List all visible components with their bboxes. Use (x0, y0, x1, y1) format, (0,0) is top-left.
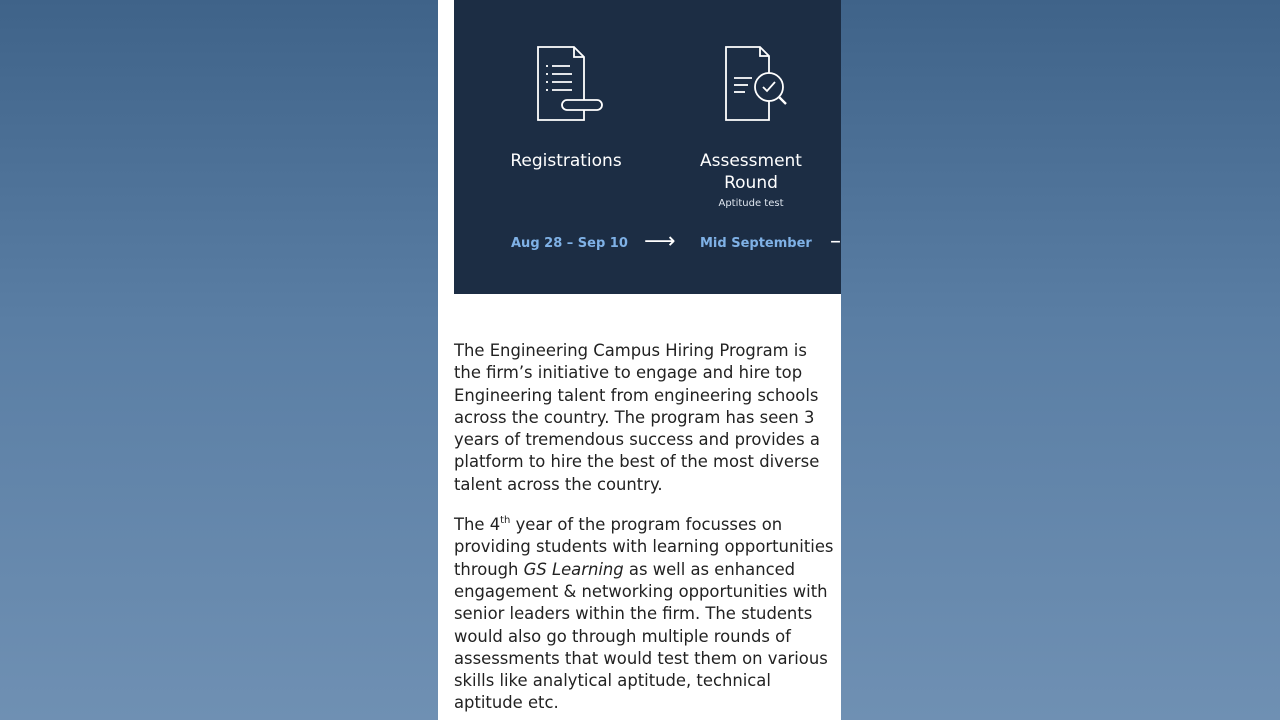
article-paragraph: The Engineering Campus Hiring Program is the firm’s initiative to engage and hire top Engineering talent from engineering schools across the country. The program has seen 3 years of tremendous success and provides a platform to hire the best of the most diverse talent across the country. (454, 341, 820, 494)
timeline-step-registrations (491, 0, 641, 172)
arrow-right-icon: ⟶ (644, 229, 676, 254)
arrow-right-icon: – (830, 229, 841, 254)
article-body (454, 340, 836, 720)
hiring-timeline-banner (454, 0, 841, 294)
assessment-date: Mid September (700, 236, 812, 251)
article-paragraph (454, 514, 836, 715)
registrations-date: Aug 28 – Sep 10 (511, 236, 628, 251)
para-text: as well as enhanced engagement & networking opportunities with senior leaders within the firm. The students would also go through multiple rounds of assessments that would test them on various skills like analytical aptitude, technical aptitude etc. (454, 559, 828, 713)
step-subtitle: Aptitude test (718, 198, 784, 209)
step-title: Assessment Round (700, 151, 802, 193)
timeline-step-assessment (676, 0, 826, 209)
step-title: Registrations (510, 151, 622, 171)
para-text: year of the program focusses on providing students with learning opportunities through (454, 515, 834, 579)
ordinal-suffix: th (500, 515, 511, 527)
para-text: The 4 (454, 515, 501, 535)
document-check-icon (676, 44, 826, 124)
gs-learning-emphasis: GS Learning (523, 559, 624, 579)
document-list-icon (491, 44, 641, 124)
page-viewport (438, 0, 841, 720)
